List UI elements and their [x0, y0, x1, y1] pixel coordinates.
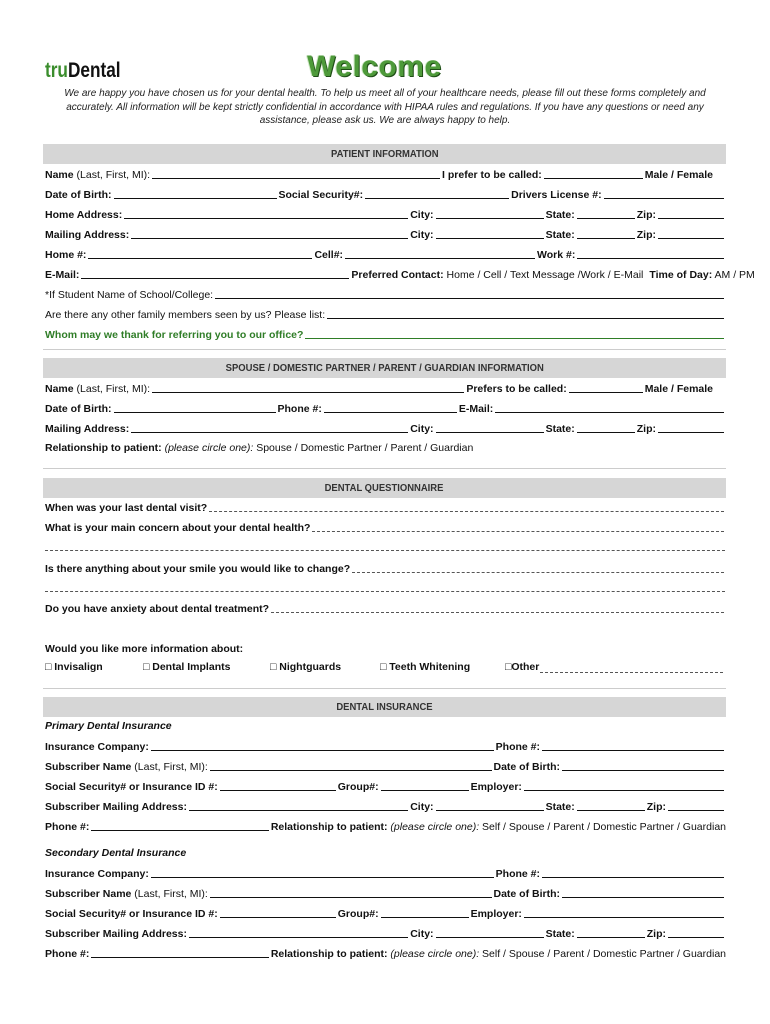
subscriber-label: Subscriber Name: [45, 888, 132, 900]
patient-name-row: [45, 167, 726, 181]
q2-row: [45, 520, 726, 534]
zip-label: Zip:: [636, 209, 656, 221]
spouse-prefers-field[interactable]: [569, 391, 643, 393]
state-label: State:: [545, 928, 575, 940]
spouse-relationship-row: [45, 440, 726, 454]
city-label: City:: [410, 209, 434, 221]
state-field[interactable]: [577, 237, 635, 239]
info-label: Would you like more information about:: [45, 643, 244, 655]
mailing-address-row: [45, 227, 726, 241]
relationship-hint: (please circle one):: [387, 821, 480, 833]
home-phone-field[interactable]: [88, 257, 312, 259]
city-label: City:: [410, 229, 434, 241]
q2-field[interactable]: [312, 530, 724, 532]
city-field[interactable]: [436, 237, 544, 239]
spouse-dob-row: [45, 401, 726, 415]
intro-text: We are happy you have chosen us for your dental health. To help us meet all of your healthcare needs, please fill out these forms completely and accurately. All information will be kept strictly confidential in accordance with HIPAA rules and regulations. If you have any questions or need any assistance, please ask us. We are always happy to help.: [64, 88, 706, 126]
state-field[interactable]: [577, 431, 635, 433]
home-address-row: [45, 207, 726, 221]
referral-row: [45, 327, 726, 341]
insurance-id-label: Social Security# or Insurance ID #:: [45, 908, 218, 920]
spouse-section-header: SPOUSE / DOMESTIC PARTNER / PARENT / GUARDIAN INFORMATION: [43, 358, 726, 378]
subscriber-mailing-label: Subscriber Mailing Address:: [45, 928, 187, 940]
city-label: City:: [410, 928, 434, 940]
q2-label: What is your main concern about your dental health?: [45, 522, 311, 534]
primary-insurance-title: Primary Dental Insurance: [45, 720, 172, 732]
spouse-email-label: E-Mail:: [458, 403, 494, 415]
q4-row: [45, 601, 726, 615]
secondary-insurance-title: Secondary Dental Insurance: [45, 847, 187, 859]
patient-name-field[interactable]: [152, 177, 440, 179]
q4-label: Do you have anxiety about dental treatment?: [45, 603, 270, 615]
city-field[interactable]: [436, 431, 544, 433]
spouse-phone-field[interactable]: [324, 411, 457, 413]
subscriber-mailing-label: Subscriber Mailing Address:: [45, 801, 187, 813]
spouse-prefers-label: Prefers to be called:: [466, 383, 567, 395]
sex-option[interactable]: Male / Female: [644, 169, 713, 181]
primary-mailing-row: [45, 799, 726, 813]
company-field[interactable]: [151, 876, 494, 878]
dob-label: Date of Birth:: [45, 189, 112, 201]
phone-label: Phone #:: [45, 948, 90, 960]
subscriber-hint: (Last, First, MI):: [131, 888, 208, 900]
divider: [43, 688, 726, 689]
dob-field[interactable]: [114, 197, 277, 199]
referral-label: Whom may we thank for referring you to our office?: [45, 329, 304, 341]
student-row: [45, 287, 726, 301]
insurance-id-field[interactable]: [220, 789, 336, 791]
secondary-mailing-row: [45, 926, 726, 940]
zip-field[interactable]: [658, 217, 724, 219]
phone-label: Phone #:: [495, 868, 540, 880]
student-label: *If Student Name of School/College:: [45, 289, 214, 301]
relationship-options[interactable]: Spouse / Domestic Partner / Parent / Guardian: [253, 442, 474, 454]
spouse-name-label: Name: [45, 383, 74, 395]
secondary-ssn-row: [45, 906, 726, 920]
state-field[interactable]: [577, 217, 635, 219]
insurance-id-field[interactable]: [220, 916, 336, 918]
prefer-label: I prefer to be called:: [442, 169, 542, 181]
spouse-name-row: [45, 381, 726, 395]
employer-label: Employer:: [470, 908, 522, 920]
primary-subscriber-row: [45, 759, 726, 773]
relationship-options[interactable]: Self / Spouse / Parent / Domestic Partner / Guardian: [479, 948, 726, 960]
state-label: State:: [545, 229, 575, 241]
secondary-phone-row: [45, 946, 726, 960]
subscriber-mailing-field[interactable]: [189, 809, 408, 811]
home-address-field[interactable]: [124, 217, 408, 219]
patient-dob-row: [45, 187, 726, 201]
company-label: Insurance Company:: [45, 868, 149, 880]
q4-field[interactable]: [271, 611, 724, 613]
company-field[interactable]: [151, 749, 494, 751]
secondary-company-row: [45, 866, 726, 880]
spouse-dob-field[interactable]: [114, 411, 276, 413]
work-phone-field[interactable]: [577, 257, 724, 259]
name-hint: (Last, First, MI):: [73, 169, 151, 181]
zip-label: Zip:: [636, 423, 656, 435]
other-checkbox[interactable]: □Other: [505, 661, 540, 673]
time-label: Time of Day:: [649, 269, 713, 281]
city-label: City:: [410, 801, 434, 813]
relationship-label: Relationship to patient:: [270, 948, 388, 960]
name-label: Name: [45, 169, 74, 181]
q3-row: [45, 561, 726, 575]
patient-section-header: PATIENT INFORMATION: [43, 144, 726, 164]
state-label: State:: [545, 423, 575, 435]
phone-label: Phone #:: [495, 741, 540, 753]
spouse-name-hint: (Last, First, MI):: [73, 383, 151, 395]
phone-field[interactable]: [542, 749, 724, 751]
questionnaire-section-header: DENTAL QUESTIONNAIRE: [43, 478, 726, 498]
q3-extra-line[interactable]: [45, 591, 725, 592]
state-field[interactable]: [577, 809, 645, 811]
state-label: State:: [545, 801, 575, 813]
employer-label: Employer:: [470, 781, 522, 793]
phone-label: Phone #:: [45, 821, 90, 833]
mailing-address-field[interactable]: [131, 237, 408, 239]
page-title: Welcome: [307, 50, 442, 83]
subscriber-mailing-field[interactable]: [189, 936, 408, 938]
dob-field[interactable]: [562, 896, 724, 898]
contact-label: Preferred Contact:: [351, 269, 444, 281]
relationship-hint: (please circle one):: [161, 442, 254, 454]
home-address-label: Home Address:: [45, 209, 123, 221]
nightguards-checkbox[interactable]: □ Nightguards: [270, 661, 342, 673]
school-field[interactable]: [215, 297, 724, 299]
email-field[interactable]: [81, 277, 349, 279]
home-phone-label: Home #:: [45, 249, 87, 261]
license-label: Drivers License #:: [511, 189, 602, 201]
spouse-email-field[interactable]: [495, 411, 724, 413]
spouse-sex-option[interactable]: Male / Female: [644, 383, 713, 395]
divider: [43, 468, 726, 469]
spouse-phone-label: Phone #:: [277, 403, 322, 415]
time-options[interactable]: AM / PM: [712, 269, 755, 281]
zip-label: Zip:: [646, 801, 666, 813]
city-field[interactable]: [436, 809, 544, 811]
whitening-checkbox[interactable]: □ Teeth Whitening: [380, 661, 471, 673]
secondary-subscriber-row: [45, 886, 726, 900]
phone-field[interactable]: [542, 876, 724, 878]
q3-field[interactable]: [352, 571, 724, 573]
subscriber-field[interactable]: [210, 896, 492, 898]
q3-label: Is there anything about your smile you would like to change?: [45, 563, 351, 575]
phone-field[interactable]: [91, 829, 268, 831]
relationship-hint: (please circle one):: [387, 948, 480, 960]
q1-label: When was your last dental visit?: [45, 502, 208, 514]
family-field[interactable]: [327, 317, 724, 319]
primary-phone-row: [45, 819, 726, 833]
email-row: [45, 267, 755, 281]
logo-tru: tru: [45, 59, 68, 82]
ssn-label: Social Security#:: [278, 189, 364, 201]
phone-field[interactable]: [91, 956, 268, 958]
contact-options[interactable]: Home / Cell / Text Message /Work / E-Mail: [443, 269, 644, 281]
group-label: Group#:: [337, 908, 379, 920]
invisalign-checkbox[interactable]: □ Invisalign: [45, 661, 103, 673]
subscriber-hint: (Last, First, MI):: [131, 761, 208, 773]
logo: [45, 59, 121, 83]
city-field[interactable]: [436, 217, 544, 219]
logo-dental: Dental: [67, 59, 121, 82]
company-label: Insurance Company:: [45, 741, 149, 753]
relationship-label: Relationship to patient:: [45, 442, 162, 454]
divider: [43, 349, 726, 350]
dob-field[interactable]: [562, 769, 724, 771]
employer-field[interactable]: [524, 789, 724, 791]
group-label: Group#:: [337, 781, 379, 793]
dob-label: Date of Birth:: [493, 761, 560, 773]
insurance-section-header: DENTAL INSURANCE: [43, 697, 726, 717]
primary-ssn-row: [45, 779, 726, 793]
ssn-field[interactable]: [365, 197, 509, 199]
relationship-label: Relationship to patient:: [270, 821, 388, 833]
zip-label: Zip:: [646, 928, 666, 940]
spouse-dob-label: Date of Birth:: [45, 403, 112, 415]
prefer-called-field[interactable]: [544, 177, 643, 179]
family-label: Are there any other family members seen by us? Please list:: [45, 309, 326, 321]
insurance-id-label: Social Security# or Insurance ID #:: [45, 781, 218, 793]
phones-row: [45, 247, 726, 261]
spouse-mailing-row: [45, 421, 726, 435]
employer-field[interactable]: [524, 916, 724, 918]
q2-extra-line[interactable]: [45, 550, 725, 551]
subscriber-label: Subscriber Name: [45, 761, 132, 773]
implants-checkbox[interactable]: □ Dental Implants: [143, 661, 231, 673]
zip-field[interactable]: [658, 237, 724, 239]
spouse-mailing-field[interactable]: [131, 431, 408, 433]
family-row: [45, 307, 726, 321]
dob-label: Date of Birth:: [493, 888, 560, 900]
zip-field[interactable]: [668, 936, 724, 938]
other-field[interactable]: [540, 672, 723, 673]
subscriber-field[interactable]: [210, 769, 492, 771]
zip-field[interactable]: [658, 431, 724, 433]
primary-company-row: [45, 739, 726, 753]
info-row: [45, 641, 726, 655]
spouse-mailing-label: Mailing Address:: [45, 423, 130, 435]
work-label: Work #:: [537, 249, 576, 261]
group-field[interactable]: [381, 916, 469, 918]
license-field[interactable]: [604, 197, 724, 199]
state-label: State:: [545, 209, 575, 221]
zip-label: Zip:: [636, 229, 656, 241]
cell-field[interactable]: [345, 257, 535, 259]
email-label: E-Mail:: [45, 269, 80, 281]
q1-row: [45, 500, 726, 514]
mailing-address-label: Mailing Address:: [45, 229, 130, 241]
spouse-name-field[interactable]: [152, 391, 464, 393]
q1-field[interactable]: [209, 510, 724, 512]
referral-field[interactable]: [305, 337, 724, 339]
city-label: City:: [410, 423, 434, 435]
cell-label: Cell#:: [314, 249, 344, 261]
zip-field[interactable]: [668, 809, 724, 811]
city-field[interactable]: [436, 936, 544, 938]
state-field[interactable]: [577, 936, 645, 938]
group-field[interactable]: [381, 789, 469, 791]
relationship-options[interactable]: Self / Spouse / Parent / Domestic Partner / Guardian: [479, 821, 726, 833]
